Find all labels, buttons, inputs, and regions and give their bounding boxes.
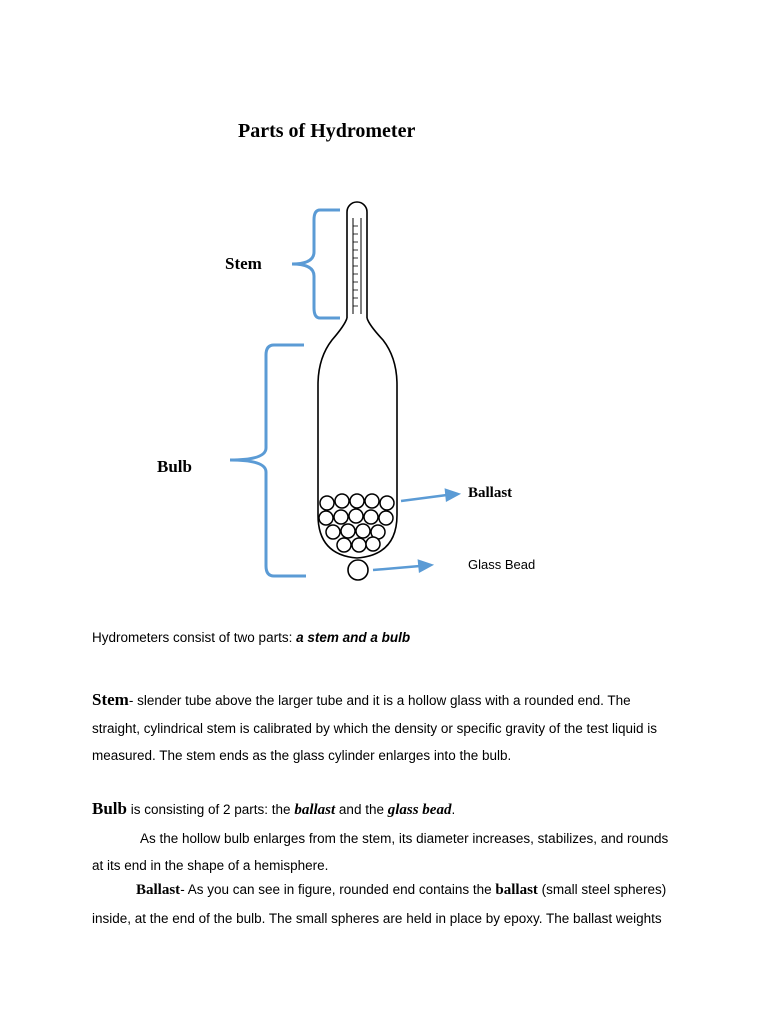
- bulb-label: Bulb: [157, 457, 192, 476]
- stem-scale-ticks: [353, 226, 358, 306]
- bulb-glass-bead-term: glass bead: [387, 802, 452, 818]
- bulb-paragraph: [92, 795, 668, 880]
- ballast-label: Ballast: [468, 485, 513, 501]
- stem-line-2: straight, cylindrical stem is calibrated by which the density or specific gravity of the test liquid is: [92, 720, 657, 736]
- stem-paragraph: [92, 686, 657, 770]
- bulb-line-1e: .: [451, 802, 456, 817]
- ballast-line-1a: - As you can see in figure, rounded end contains the: [180, 882, 496, 897]
- bulb-line-3: at its end in the shape of a hemisphere.: [92, 858, 329, 873]
- bulb-line-2: As the hollow bulb enlarges from the stem, its diameter increases, stabilizes, and rounds: [140, 830, 669, 846]
- stem-line-3: measured. The stem ends as the glass cylinder enlarges into the bulb.: [92, 748, 512, 763]
- bulb-bracket: [230, 345, 306, 576]
- ballast-spheres: [319, 494, 394, 552]
- stem-heading: Stem: [92, 690, 129, 709]
- bulb-ballast-term: ballast: [294, 802, 336, 818]
- bulb-line-1a: is consisting of 2 parts: the: [126, 802, 295, 817]
- intro-emphasis: a stem and a bulb: [296, 630, 411, 645]
- page-title: Parts of Hydrometer: [238, 120, 416, 142]
- stem-label: Stem: [225, 254, 262, 273]
- stem-bracket: [292, 210, 340, 318]
- ballast-term: ballast: [495, 882, 538, 898]
- bulb-line-1c: and the: [335, 802, 388, 817]
- intro-paragraph: [92, 624, 410, 652]
- bulb-heading: Bulb: [92, 799, 127, 818]
- intro-text: Hydrometers consist of two parts:: [92, 630, 297, 645]
- glass-bead-label: Glass Bead: [468, 557, 536, 572]
- ballast-heading: Ballast: [136, 882, 181, 898]
- ballast-paragraph: [92, 876, 666, 932]
- hydrometer-stem: [347, 202, 367, 318]
- ballast-arrow: [401, 490, 458, 501]
- glass-bead: [348, 560, 368, 580]
- glass-bead-arrow: [373, 561, 431, 571]
- stem-line-1: - slender tube above the larger tube and it is a hollow glass with a rounded end. The: [128, 693, 631, 708]
- ballast-line-2: inside, at the end of the bulb. The small spheres are held in place by epoxy. The ballast weights: [92, 910, 662, 926]
- ballast-line-1c: (small steel spheres): [537, 882, 667, 897]
